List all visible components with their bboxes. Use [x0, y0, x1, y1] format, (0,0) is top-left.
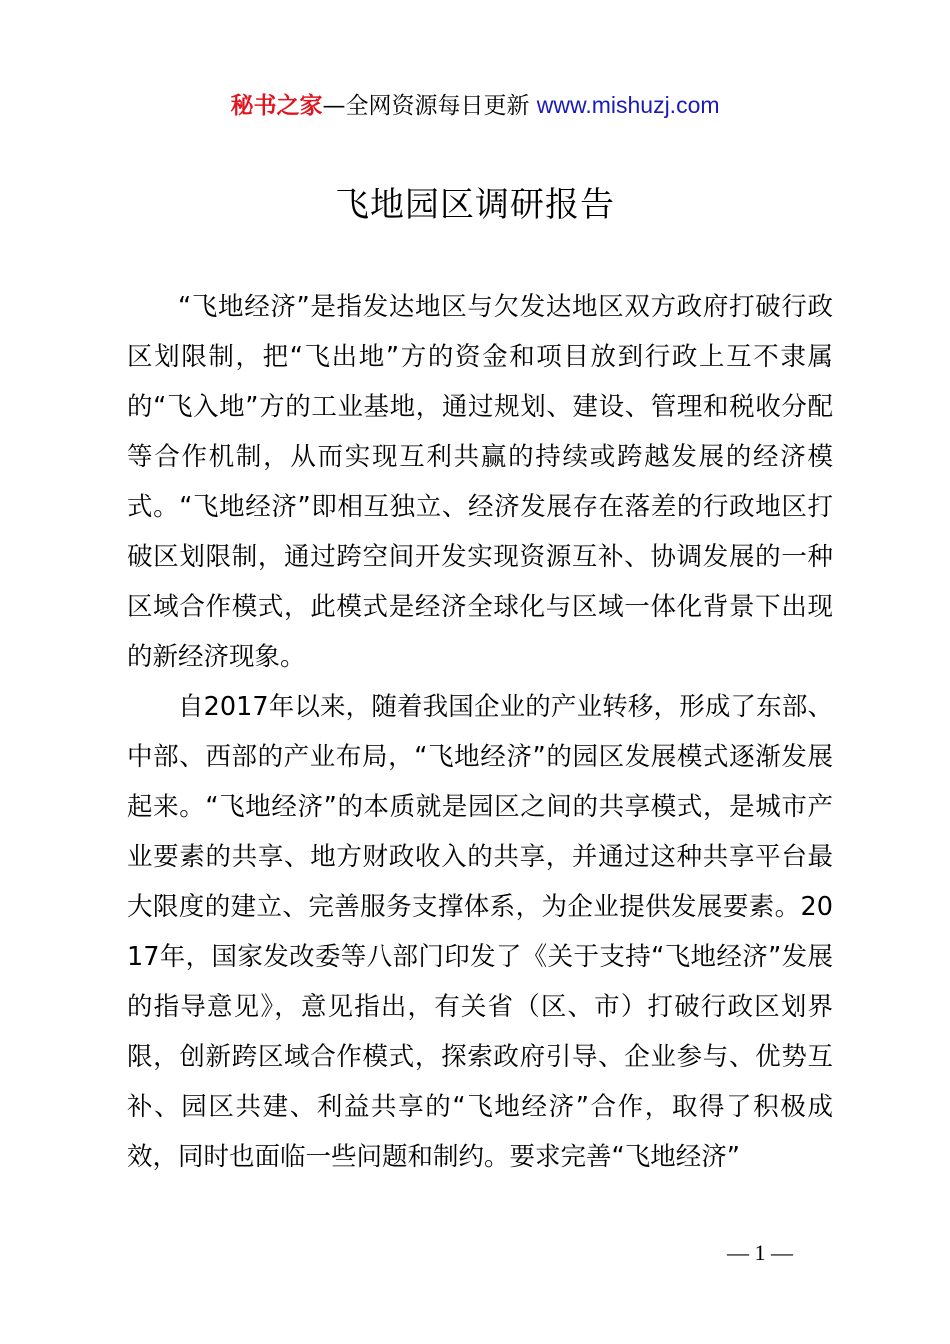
page-number: — 1 — [727, 1240, 793, 1265]
site-url-link[interactable]: www.mishuzj.com [536, 92, 720, 118]
paragraph: “飞地经济”是指发达地区与欠发达地区双方政府打破行政区划限制，把“飞出地”方的资金和项目放到行政上互不隶属的“飞入地”方的工业基地，通过规划、建设、管理和税收分配等合作机制，从而实现互利共赢的持续或跨越发展的经济模式。“飞地经济”即相互独立、经济发展存在落差的行政地区打破区划限制，通过跨空间开发实现资源互补、协调发展的一种区域合作模式，此模式是经济全球化与区域一体化背景下出现的新经济现象。 [127, 292, 833, 672]
paragraph: 自2017年以来，随着我国企业的产业转移，形成了东部、中部、西部的产业布局，“飞地经济”的园区发展模式逐渐发展起来。“飞地经济”的本质就是园区之间的共享模式，是城市产业要素的共享、地方财政收入的共享，并通过这种共享平台最大限度的建立、完善服务支撑体系，为企业提供发展要素。2017年，国家发改委等八部门印发了《关于支持“飞地经济”发展的指导意见》，意见指出，有关省（区、市）打破行政区划界限，创新跨区域合作模式，探索政府引导、企业参与、优势互补、园区共建、利益共享的“飞地经济”合作，取得了积极成效，同时也面临一些问题和制约。要求完善“飞地经济” [127, 692, 833, 1172]
site-tagline: —全网资源每日更新 [322, 93, 530, 119]
document-title: 飞地园区调研报告 [335, 185, 615, 225]
brand-name: 秘书之家 [230, 93, 323, 119]
document-body [127, 282, 833, 1182]
site-header [0, 88, 950, 123]
